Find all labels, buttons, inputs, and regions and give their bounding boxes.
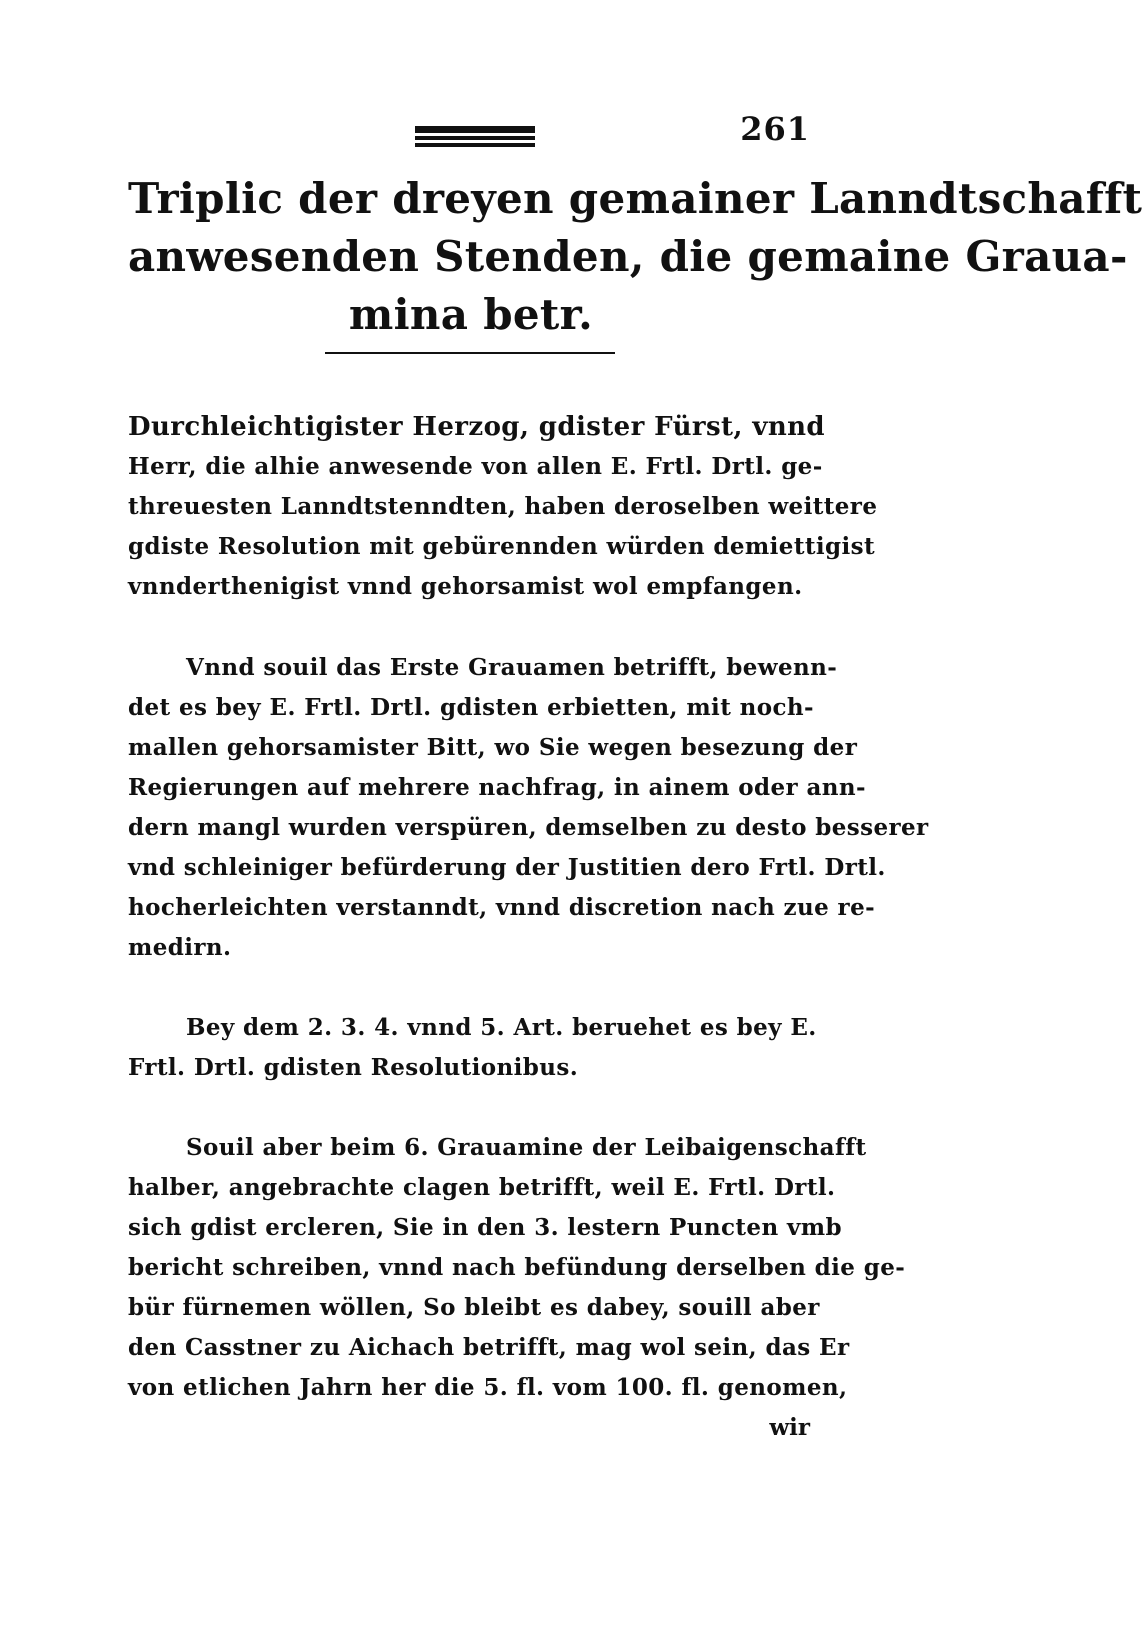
paragraph-3 [128, 1008, 817, 1088]
text-line: threuesten Lanndtstenndten, haben deroselben weittere [128, 493, 878, 520]
text-line: vnd schleiniger befürderung der Justitien dero Frtl. Drtl. [128, 854, 886, 881]
text-line: bericht schreiben, vnnd nach befündung derselben die ge- [128, 1254, 906, 1281]
text-line: det es bey E. Frtl. Drtl. gdisten erbietten, mit noch- [128, 694, 814, 721]
catchword: wir [769, 1414, 810, 1441]
title-line: Triplic der dreyen gemainer Lanndtschafft [128, 174, 1142, 223]
text-line: hocherleichten verstanndt, vnnd discretion nach zue re- [128, 894, 876, 921]
text-line: von etlichen Jahrn her die 5. fl. vom 100. fl. genomen, [128, 1374, 848, 1401]
text-line: vnnderthenigist vnnd gehorsamist wol empfangen. [128, 573, 803, 600]
title-line: anwesenden Stenden, die gemaine Graua- [128, 232, 1128, 281]
text-line: bür fürnemen wöllen, So bleibt es dabey, souill aber [128, 1294, 820, 1321]
header-ornament [415, 126, 535, 148]
ornament-bar [415, 136, 535, 140]
paragraph-1 [128, 407, 878, 607]
text-line: Vnnd souil das Erste Grauamen betrifft, bewenn- [186, 654, 838, 681]
text-line: medirn. [128, 934, 232, 961]
paragraph-2 [128, 648, 929, 968]
text-line: Bey dem 2. 3. 4. vnnd 5. Art. beruehet es bey E. [186, 1014, 817, 1041]
text-line: Regierungen auf mehrere nachfrag, in ainem oder ann- [128, 774, 866, 801]
document-title [128, 170, 1142, 344]
text-line: Souil aber beim 6. Grauamine der Leibaigenschafft [186, 1134, 867, 1161]
page-number: 261 [740, 110, 810, 148]
title-divider [325, 352, 615, 354]
text-line: mallen gehorsamister Bitt, wo Sie wegen besezung der [128, 734, 858, 761]
text-line: Durchleichtigister Herzog, gdister Fürst, vnnd [128, 412, 826, 442]
text-line: halber, angebrachte clagen betrifft, weil E. Frtl. Drtl. [128, 1174, 836, 1201]
text-line: Frtl. Drtl. gdisten Resolutionibus. [128, 1054, 579, 1081]
text-line: den Casstner zu Aichach betrifft, mag wol sein, das Er [128, 1334, 850, 1361]
text-line: gdiste Resolution mit gebürennden würden demiettigist [128, 533, 875, 560]
text-line: Herr, die alhie anwesende von allen E. Frtl. Drtl. ge- [128, 453, 823, 480]
ornament-bar [415, 126, 535, 133]
title-line: mina betr. [348, 290, 594, 339]
text-line: dern mangl wurden verspüren, demselben zu desto besserer [128, 814, 929, 841]
paragraph-4 [128, 1128, 906, 1408]
ornament-bar [415, 143, 535, 147]
text-line: sich gdist ercleren, Sie in den 3. lestern Puncten vmb [128, 1214, 842, 1241]
